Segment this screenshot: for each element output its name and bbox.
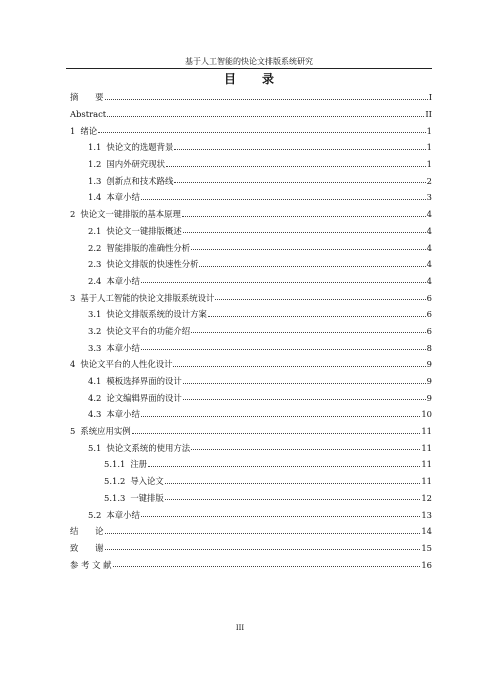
toc-entry-number: 5.1 [88,442,102,453]
toc-entry-page: 9 [426,376,432,387]
toc-entry-number: 4.3 [88,409,102,420]
toc-entry[interactable] [70,206,432,223]
toc-entry-label [88,408,140,420]
toc-entry-label [104,475,164,487]
toc-entry-page: 1 [426,142,432,153]
toc-entry[interactable] [70,89,432,106]
toc-entry-label [104,458,147,470]
toc-entry-label [70,542,104,554]
toc-entry-title: 结 论 [70,526,104,537]
toc-entry[interactable] [70,506,432,523]
toc-entry[interactable] [70,306,432,323]
toc-entry-page: 6 [426,292,432,303]
toc-entry-number: 5.1.2 [104,476,126,487]
toc-entry-label [88,325,190,337]
toc-entry[interactable] [70,139,432,156]
toc-entry-label [88,308,207,320]
dot-leader [183,232,426,233]
toc-entry-number: 3.2 [88,325,102,336]
toc-title [66,71,432,87]
toc-entry-label [70,425,131,437]
toc-entry-number: 2.3 [88,259,102,270]
toc-entry-page: 4 [426,275,432,286]
toc-entry[interactable] [70,490,432,507]
toc-entry-page: 4 [426,259,432,270]
toc-entry-title: 本章小结 [106,275,140,286]
toc-entry[interactable] [70,423,432,440]
toc-entry-title: 快论文排版系统的设计方案 [106,309,207,320]
toc-entry-page: 11 [421,459,432,470]
toc-entry-page: 4 [426,242,432,253]
toc-entry[interactable] [70,106,432,123]
toc-entry[interactable] [70,456,432,473]
dot-leader [166,166,426,167]
toc-entry-number: 5.2 [88,509,102,520]
toc-entry-title: 绪论 [80,125,98,136]
toc-entry[interactable] [70,156,432,173]
toc-entry-number: 5 [70,426,76,437]
dot-leader [132,433,421,434]
toc-entry-page: 4 [426,225,432,236]
dot-leader [173,366,425,367]
toc-entry-page: 2 [426,175,432,186]
toc-title-char-2: 录 [262,72,275,86]
toc-entry-title: 国内外研究现状 [106,159,165,170]
dot-leader [105,99,428,100]
toc-entry-title: 快论文系统的使用方法 [106,442,191,453]
dot-leader [141,199,426,200]
toc-entry-title: 本章小结 [106,192,140,203]
toc-entry[interactable] [70,256,432,273]
toc-entry-title: 快论文一键排版概述 [106,225,182,236]
toc-entry-title: 模板选择界面的设计 [106,376,182,387]
toc-entry-page: 10 [421,409,432,420]
toc-entry-label [70,208,181,220]
toc-entry-number: 1.4 [88,192,102,203]
toc-entry-number: 5.1.3 [104,492,126,503]
toc-entry-page: 6 [426,309,432,320]
running-header: 基于人工智能的快论文排版系统研究 [185,57,313,66]
toc-entry-number: 2 [70,209,76,220]
toc-entry-page: I [428,92,432,103]
toc-entry-label [70,292,214,304]
toc-entry-title: 注册 [130,459,148,470]
toc-entry-label [70,91,104,103]
toc-entry-title: 快论文排版的快速性分析 [106,259,199,270]
toc-entry-page: 16 [421,559,432,570]
toc-entry[interactable] [70,339,432,356]
toc-entry-page: 13 [421,509,432,520]
toc-entry-title: 摘 要 [70,92,104,103]
dot-leader [215,299,425,300]
dot-leader [141,416,421,417]
toc-entry[interactable] [70,223,432,240]
toc-entry-title: 创新点和技术路线 [106,175,174,186]
toc-entry-label [70,125,97,137]
toc-entry-number: 4.2 [88,392,102,403]
toc-entry-page: 15 [421,542,432,553]
dot-leader [191,449,420,450]
dot-leader [174,149,425,150]
dot-leader [165,483,421,484]
toc-entry-number: 2.4 [88,275,102,286]
toc-entry[interactable] [70,273,432,290]
toc-entry-label [88,258,198,270]
toc-entry[interactable] [70,239,432,256]
toc-entry-title: 参 考 文 献 [70,559,112,570]
toc-entry[interactable] [70,389,432,406]
dot-leader [141,282,426,283]
toc-entry[interactable] [70,289,432,306]
dot-leader [183,399,426,400]
toc-entry[interactable] [70,473,432,490]
toc-entry[interactable] [70,439,432,456]
toc-entry-title: 快论文一键排版的基本原理 [80,209,181,220]
toc-entry-page: 9 [426,359,432,370]
toc-entry-number: 5.1.1 [104,459,126,470]
toc-entry-label [88,342,140,354]
toc-entry-title: 一键排版 [130,492,164,503]
toc-entry-number: 1 [70,125,76,136]
toc-entry-page: 12 [421,492,432,503]
toc-entry-page: 14 [421,526,432,537]
dot-leader [107,116,424,117]
toc-entry-label [70,358,172,370]
toc-entry[interactable] [70,122,432,139]
dot-leader [141,516,421,517]
dot-leader [148,466,420,467]
toc-entry[interactable] [70,373,432,390]
toc-entry-number: 2.2 [88,242,102,253]
toc-entry-title: 快论文的选题背景 [106,142,174,153]
toc-entry-label [88,509,140,521]
toc-entry[interactable] [70,172,432,189]
toc-entry-title: 本章小结 [106,509,140,520]
toc-entry-page: 3 [426,192,432,203]
dot-leader [183,383,426,384]
toc-entry-page: 11 [421,426,432,437]
dot-leader [141,349,426,350]
dot-leader [113,566,421,567]
toc-entry-page: 11 [421,476,432,487]
toc-entry-number: 1.2 [88,159,102,170]
toc-entry[interactable] [70,356,432,373]
toc-entry[interactable] [70,323,432,340]
toc-entry-label [88,191,140,203]
toc-entry-label [70,525,104,537]
toc-entry-number: 4.1 [88,376,102,387]
toc-entry-title: 系统应用实例 [80,426,131,437]
toc-entry-number: 3.1 [88,309,102,320]
toc-entry-label [88,225,182,237]
toc-entry-number: 1.1 [88,142,102,153]
toc-entry-page: II [425,109,432,120]
toc-entry-title: Abstract [70,109,107,120]
toc-entry-label [70,109,106,119]
toc-entry-page: 9 [426,392,432,403]
toc-entry-number: 2.1 [88,225,102,236]
toc-entry[interactable] [70,406,432,423]
toc-entry[interactable] [70,523,432,540]
dot-leader [165,499,421,500]
dot-leader [208,316,426,317]
dot-leader [174,182,425,183]
toc-entry-label [88,275,140,287]
dot-leader [105,533,421,534]
toc-entry[interactable] [70,189,432,206]
toc-entry-number: 3 [70,292,76,303]
toc-entry-title: 本章小结 [106,342,140,353]
toc-entry-label [88,175,173,187]
toc-entry-title: 快论文平台的人性化设计 [80,359,173,370]
toc-entry-page: 11 [421,442,432,453]
page-number: III [235,624,245,632]
toc-entry-label [70,559,112,571]
toc-entry-title: 本章小结 [106,409,140,420]
toc-entry-label [88,141,173,153]
toc-entry-title: 论文编辑界面的设计 [106,392,182,403]
toc-entry-title: 智能排版的准确性分析 [106,242,191,253]
toc-entry-page: 1 [426,125,432,136]
toc-entry-title: 导入论文 [130,476,164,487]
dot-leader [199,266,425,267]
dot-leader [191,249,426,250]
dot-leader [191,332,426,333]
toc-title-char-1: 目 [223,72,236,86]
toc-entry[interactable] [70,556,432,573]
toc-entry-page: 4 [426,209,432,220]
toc-entry-label [88,158,165,170]
dot-leader [182,216,426,217]
toc-entry-label [104,492,164,504]
table-of-contents [70,89,432,573]
dot-leader [105,549,421,550]
toc-entry-title: 基于人工智能的快论文排版系统设计 [80,292,215,303]
header-rule [66,68,432,69]
dot-leader [98,132,426,133]
toc-entry-label [88,375,182,387]
toc-entry-label [88,442,190,454]
toc-entry-title: 快论文平台的功能介绍 [106,325,191,336]
toc-entry-label [88,242,190,254]
toc-entry-label [88,392,182,404]
toc-entry-page: 8 [426,342,432,353]
toc-entry[interactable] [70,540,432,557]
toc-entry-title: 致 谢 [70,542,104,553]
toc-entry-number: 1.3 [88,175,102,186]
toc-entry-number: 3.3 [88,342,102,353]
toc-entry-page: 1 [426,159,432,170]
toc-entry-number: 4 [70,359,76,370]
toc-entry-page: 6 [426,325,432,336]
